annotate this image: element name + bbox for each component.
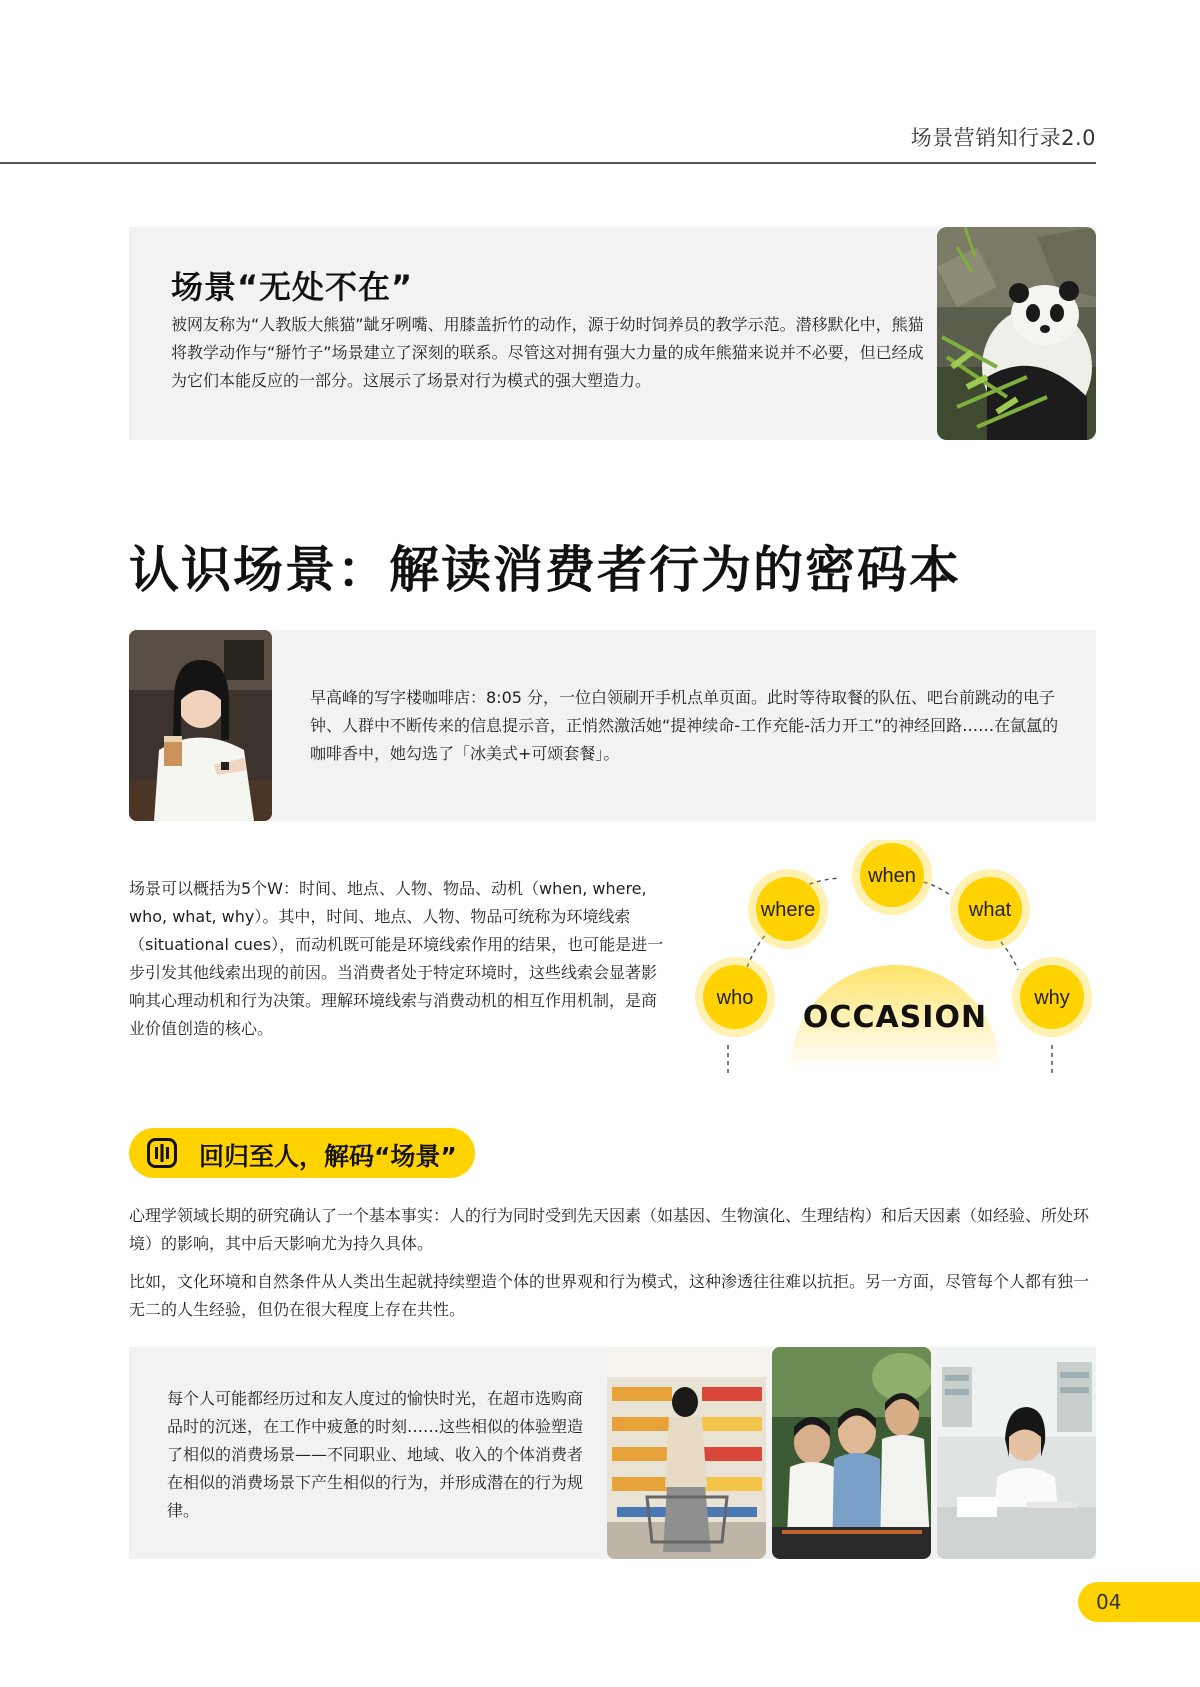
who-label: who bbox=[716, 987, 754, 1009]
section-title: 回归至人，解码“场景” bbox=[199, 1142, 457, 1171]
cafe-card-body: 早高峰的写字楼咖啡店：8:05 分，一位白领刷开手机点单页面。此时等待取餐的队伍、吧台前跳动的电子钟、人群中不断传来的信息提示音，正悄然激活她“提神续命-工作充能-活力开工”的神经回路……在氤氲的咖啡香中，她勾选了「冰美式+可颂套餐」。 bbox=[310, 688, 1059, 763]
panda-card-body: 被网友称为“人教版大熊猫”龇牙咧嘴、用膝盖折竹的动作，源于幼时饲养员的教学示范。潜移默化中，熊猫将教学动作与“掰竹子”场景建立了深刻的联系。尽管这对拥有强大力量的成年熊猫来说并不必要，但已经成为它们本能反应的一部分。这展示了场景对行为模式的强大塑造力。 bbox=[171, 315, 924, 390]
cafe-photo bbox=[129, 630, 272, 821]
header-title: 场景营销知行录2.0 bbox=[910, 126, 1096, 150]
panda-photo bbox=[937, 227, 1096, 440]
page-number: 04 bbox=[1096, 1590, 1122, 1614]
friends-photo bbox=[772, 1347, 931, 1559]
occasion-label: OCCASION bbox=[802, 1000, 988, 1035]
what-label: what bbox=[968, 899, 1012, 921]
panda-card-title: 场景“无处不在” bbox=[171, 268, 414, 306]
bottom-card-body: 每个人可能都经历过和友人度过的愉快时光，在超市选购商品时的沉迷，在工作中疲惫的时刻……这些相似的体验塑造了相似的消费场景——不同职业、地域、收入的个体消费者在相似的消费场景下产生相似的行为，并形成潜在的行为规律。 bbox=[167, 1389, 584, 1520]
five-w-text: 场景可以概括为5个W：时间、地点、人物、物品、动机（when, where, who, what, why）。其中，时间、地点、人物、物品可统称为环境线索（situational cues），而动机既可能是环境线索作用的结果，也可能是进一步引发其他线索出现的前因。当消费者处于特定环境时，这些线索会显著影响其心理动机和行为决策。理解环境线索与消费动机的相互作用机制，是商业价值创造的核心。 bbox=[129, 879, 664, 1038]
main-heading: 认识场景：解读消费者行为的密码本 bbox=[129, 541, 961, 599]
section-pill bbox=[129, 1128, 475, 1178]
paragraph-2: 比如，文化环境和自然条件从人类出生起就持续塑造个体的世界观和行为模式，这种渗透往往难以抗拒。另一方面，尽管每个人都有独一无二的人生经验，但仍在很大程度上存在共性。 bbox=[129, 1272, 1090, 1319]
voice-wave-icon bbox=[147, 1138, 177, 1168]
where-label: where bbox=[760, 899, 816, 921]
paragraph-1: 心理学领域长期的研究确认了一个基本事实：人的行为同时受到先天因素（如基因、生物演化、生理结构）和后天因素（如经验、所处环境）的影响，其中后天影响尤为持久具体。 bbox=[129, 1206, 1090, 1253]
why-label: why bbox=[1034, 987, 1070, 1009]
office-photo bbox=[937, 1347, 1096, 1559]
header-rule bbox=[0, 162, 1096, 164]
when-label: when bbox=[868, 865, 916, 887]
occasion-diagram bbox=[690, 840, 1100, 1080]
supermarket-photo bbox=[607, 1347, 766, 1559]
page-number-badge bbox=[1078, 1582, 1200, 1622]
